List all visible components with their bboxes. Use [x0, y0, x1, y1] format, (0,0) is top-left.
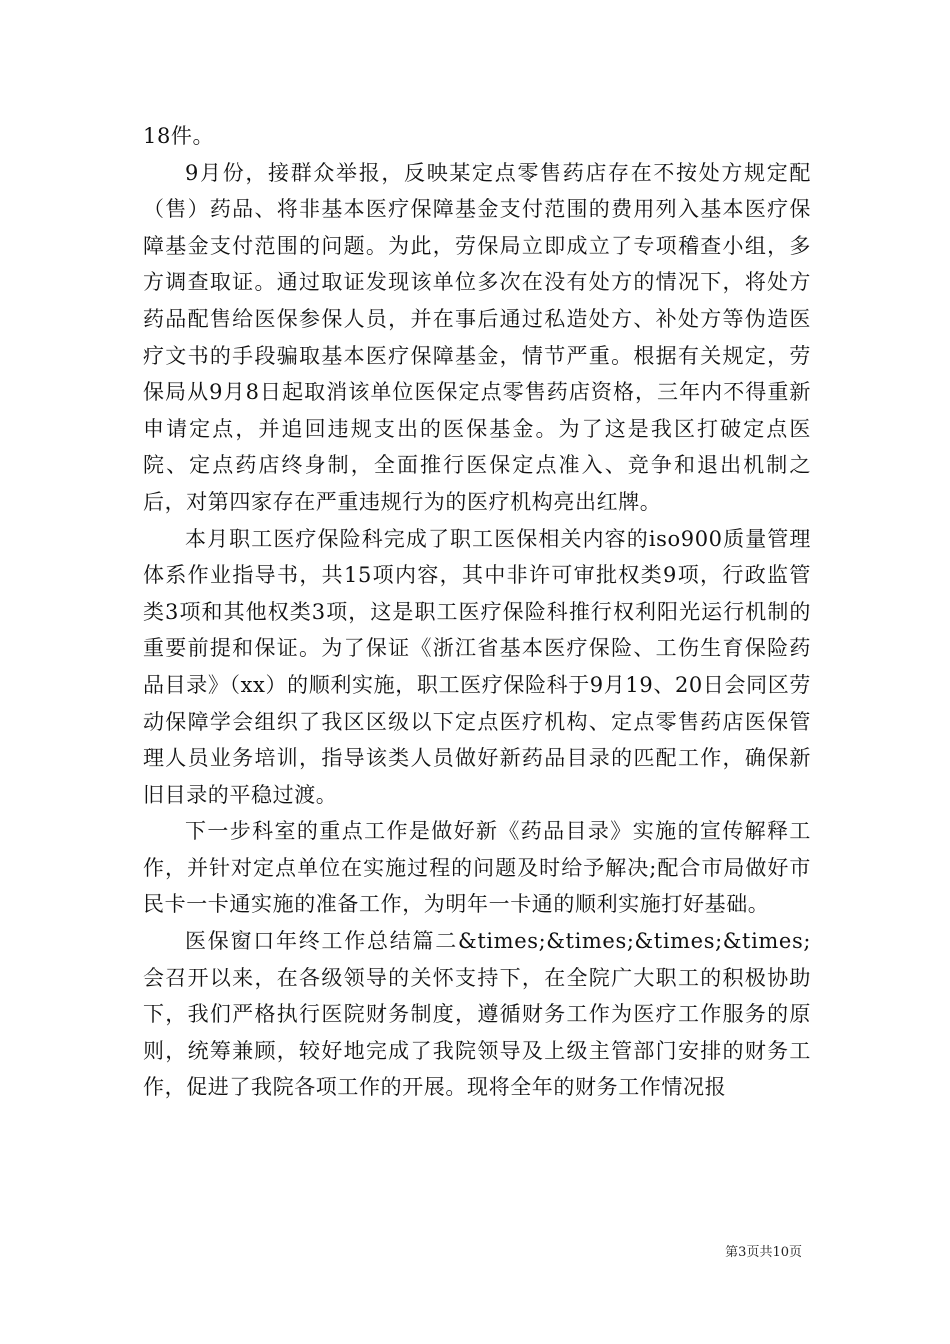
- page-number-footer: 第3页共10页: [725, 1245, 802, 1260]
- paragraph-next-steps: 下一步科室的重点工作是做好新《药品目录》实施的宣传解释工作，并针对定点单位在实施过程的问题及时给予解决;配合市局做好市民卡一卡通实施的准备工作，为明年一卡通的顺利实施打好基础。: [143, 819, 811, 917]
- paragraph-pharmacy-violation: 9月份，接群众举报，反映某定点零售药店存在不按处方规定配（售）药品、将非基本医疗保障基金支付范围的费用列入基本医疗保障基金支付范围的问题。为此，劳保局立即成立了专项稽查小组，多方调查取证。通过取证发现该单位多次在没有处方的情况下，将处方药品配售给医保参保人员，并在事后通过私造处方、补处方等伪造医疗文书的手段骗取基本医疗保障基金，情节严重。根据有关规定，劳保局从9月8日起取消该单位医保定点零售药店资格，三年内不得重新申请定点，并追回违规支出的医保基金。为了这是我区打破定点医院、定点药店终身制，全面推行医保定点准入、竞争和退出机制之后，对第四家存在严重违规行为的医疗机构亮出红牌。: [143, 160, 811, 514]
- paragraph-continuation: 18件。: [143, 124, 215, 148]
- paragraph-quality-management: 本月职工医疗保险科完成了职工医保相关内容的iso900质量管理体系作业指导书，共15项内容，其中非许可审批权类9项，行政监管类3项和其他权类3项，这是职工医疗保险科推行权利阳光运行机制的重要前提和保证。为了保证《浙江省基本医疗保险、工伤生育保险药品目录》（xx）的顺利实施，职工医疗保险科于9月19、20日会同区劳动保障学会组织了我区区级以下定点医疗机构、定点零售药店医保管理人员业务培训，指导该类人员做好新药品目录的匹配工作，确保新旧目录的平稳过渡。: [143, 526, 811, 807]
- paragraph-annual-summary: 医保窗口年终工作总结篇二&times;&times;&times;&times;会召开以来，在各级领导的关怀支持下，在全院广大职工的积极协助下，我们严格执行医院财务制度，遵循财务工作为医疗工作服务的原则，统筹兼顾，较好地完成了我院领导及上级主管部门安排的财务工作，促进了我院各项工作的开展。现将全年的财务工作情况报: [143, 929, 811, 1100]
- document-body: [143, 118, 811, 1106]
